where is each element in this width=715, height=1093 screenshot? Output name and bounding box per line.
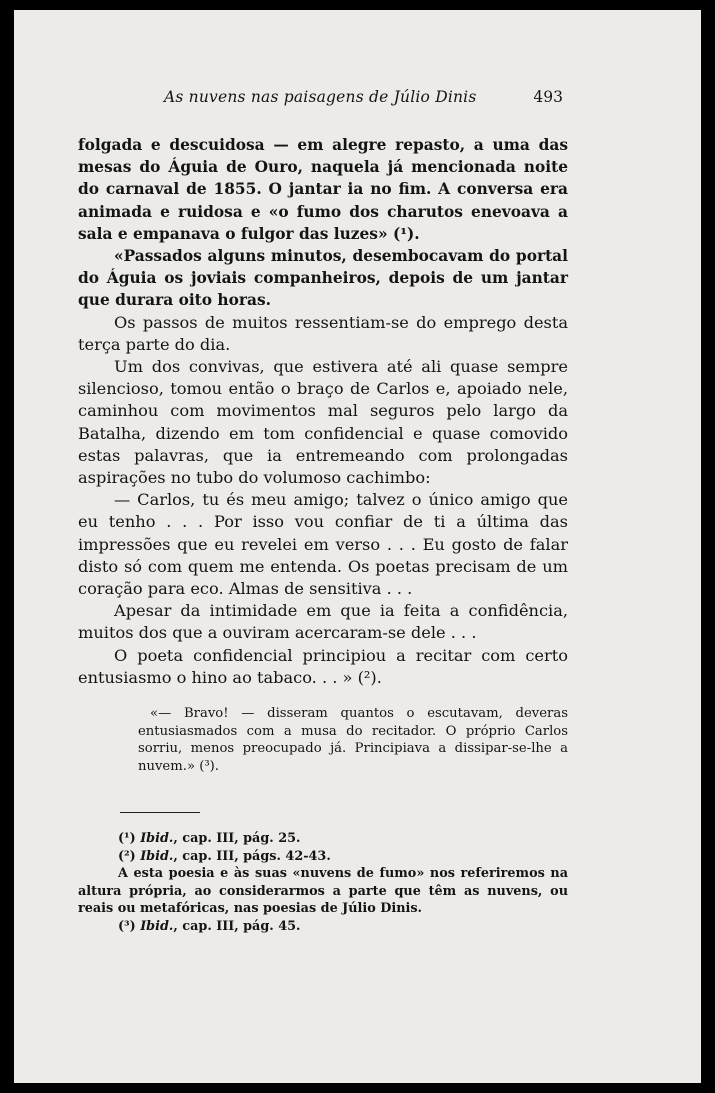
page-header <box>78 86 563 112</box>
paragraph: «Passados alguns minutos, desembocavam do portal do Águia os joviais companheiros, depois de um jantar que durara oito horas. <box>78 247 568 310</box>
footnote-source: Ibid. <box>140 918 174 934</box>
footnote-mark: (¹) <box>118 831 136 846</box>
book-page <box>14 10 701 1083</box>
footnote-2 <box>78 848 568 866</box>
footnote-1 <box>78 830 568 848</box>
footnote-separator <box>120 812 200 813</box>
body-text <box>78 134 568 775</box>
paragraph: folgada e descuidosa — em alegre repasto, a uma das mesas do Águia de Ouro, naquela já mencionada noite do carnaval de 1855. O jantar ia no fim. A conversa era animada e ruidosa e «o fumo dos charutos enevoava a sala e empanava o fulgor das luzes» (¹). <box>78 136 568 243</box>
paragraph: Um dos convivas, que estivera até ali quase sempre silencioso, tomou então o braço de Carlos e, apoiado nele, caminhou com movimentos mal seguros pelo largo da Batalha, dizendo em tom confidencial e quase comovido estas palavras, que ia entremeando com prolongadas aspirações no tubo do volumoso cachimbo: <box>78 357 568 488</box>
footnote-reference: , cap. III, págs. 42-43. <box>173 848 331 864</box>
paragraph: Os passos de muitos ressentiam-se do emprego desta terça parte do dia. <box>78 312 568 354</box>
footnote-source: Ibid. <box>140 848 174 864</box>
footnote-3 <box>78 918 568 936</box>
footnote-mark: (²) <box>118 848 136 864</box>
footnotes <box>78 830 568 936</box>
page-number: 493 <box>533 88 563 106</box>
paragraph: O poeta confidencial principiou a recitar com certo entusiasmo o hino ao tabaco. . . » (²). <box>78 645 568 687</box>
paragraph: Apesar da intimidade em que ia feita a confidência, muitos dos que a ouviram acercaram-se dele . . . <box>78 601 568 643</box>
footnote-source: Ibid. <box>140 831 174 846</box>
running-title: As nuvens nas paisagens de Júlio Dinis <box>164 88 477 106</box>
footnote-reference: , cap. III, pág. 45. <box>173 918 301 934</box>
footnote-2-note: A esta poesia e às suas «nuvens de fumo» nos referiremos na altura própria, ao considerarmos a parte que têm as nuvens, ou reais ou metafóricas, nas poesias de Júlio Dinis. <box>78 866 568 917</box>
block-quote: «— Bravo! — disseram quantos o escutavam, deveras entusiasmados com a musa do recitador. O próprio Carlos sorriu, menos preocupado já. Principiava a dissipar-se-lhe a nuvem.» (³). <box>138 706 568 774</box>
footnote-mark: (³) <box>118 918 136 934</box>
footnote-reference: , cap. III, pág. 25. <box>173 831 301 846</box>
paragraph: — Carlos, tu és meu amigo; talvez o único amigo que eu tenho . . . Por isso vou confiar de ti a última das impressões que eu revelei em verso . . . Eu gosto de falar disto só com quem me entenda. Os poetas precisam de um coração para eco. Almas de sensitiva . . . <box>78 490 568 599</box>
